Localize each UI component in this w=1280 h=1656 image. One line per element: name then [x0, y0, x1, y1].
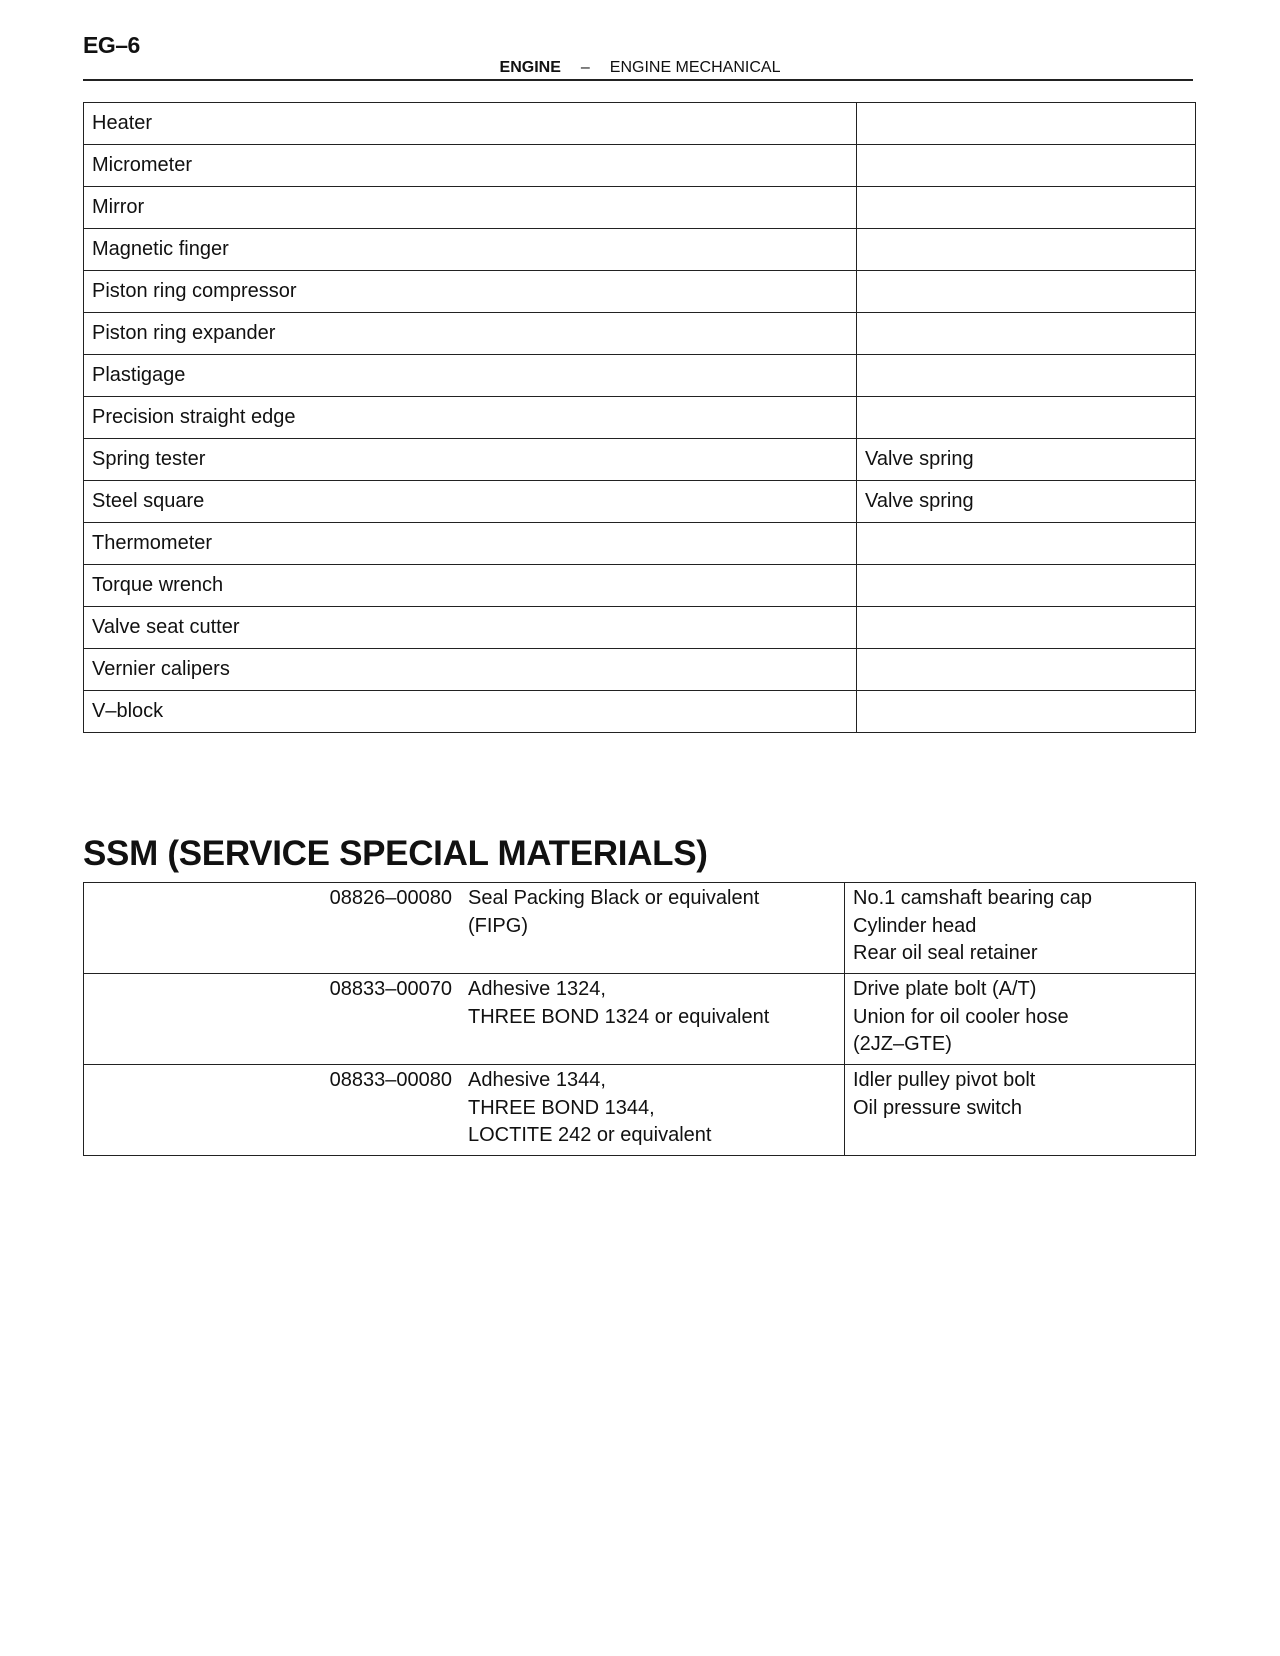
tool-use-cell: Valve spring [857, 481, 1196, 523]
material-line: THREE BOND 1344, [468, 1096, 655, 1119]
use-line: (2JZ–GTE) [853, 1033, 952, 1055]
header-rule [83, 79, 1193, 81]
tool-use-cell [857, 523, 1196, 565]
tool-name-cell: Micrometer [84, 145, 857, 187]
ssm-section-title: SSM (SERVICE SPECIAL MATERIALS) [83, 834, 708, 873]
header-separator: – [580, 59, 590, 76]
table-row [84, 1065, 1196, 1156]
section-name: ENGINE [499, 59, 561, 76]
material-cell [460, 883, 845, 974]
tools-table [83, 102, 1196, 733]
tool-name-cell: Torque wrench [84, 565, 857, 607]
tool-use-cell [857, 271, 1196, 313]
table-row [84, 883, 1196, 974]
table-row [84, 397, 1196, 439]
table-row [84, 565, 1196, 607]
material-cell [460, 974, 845, 1065]
tool-name-cell: Mirror [84, 187, 857, 229]
tool-use-cell [857, 313, 1196, 355]
use-cell [845, 1065, 1196, 1156]
table-row [84, 313, 1196, 355]
use-line: Idler pulley pivot bolt [853, 1069, 1036, 1091]
tool-use-cell [857, 145, 1196, 187]
tool-name-cell: Vernier calipers [84, 649, 857, 691]
tool-name-cell: Precision straight edge [84, 397, 857, 439]
tool-use-cell [857, 691, 1196, 733]
tool-use-cell [857, 187, 1196, 229]
tool-use-cell [857, 607, 1196, 649]
tool-name-cell: Magnetic finger [84, 229, 857, 271]
tool-name-cell: Spring tester [84, 439, 857, 481]
table-row [84, 187, 1196, 229]
table-row [84, 355, 1196, 397]
tool-use-cell: Valve spring [857, 439, 1196, 481]
tool-use-cell [857, 397, 1196, 439]
tool-use-cell [857, 355, 1196, 397]
table-row [84, 481, 1196, 523]
part-number-cell: 08826–00080 [84, 883, 461, 974]
table-row [84, 974, 1196, 1065]
use-cell [845, 883, 1196, 974]
use-line: Union for oil cooler hose [853, 1005, 1069, 1028]
tool-name-cell: Piston ring expander [84, 313, 857, 355]
table-row [84, 103, 1196, 145]
material-line: (FIPG) [468, 914, 528, 937]
material-line: Seal Packing Black or equivalent [468, 887, 760, 909]
material-line: THREE BOND 1324 or equivalent [468, 1005, 770, 1028]
tool-name-cell: Steel square [84, 481, 857, 523]
subsection-name: ENGINE MECHANICAL [609, 59, 781, 76]
table-row [84, 145, 1196, 187]
tool-use-cell [857, 565, 1196, 607]
table-row [84, 607, 1196, 649]
material-line: Adhesive 1344, [468, 1069, 606, 1091]
use-line: Rear oil seal retainer [853, 942, 1038, 964]
use-line: Oil pressure switch [853, 1096, 1022, 1119]
tool-use-cell [857, 229, 1196, 271]
tool-name-cell: Heater [84, 103, 857, 145]
table-row [84, 523, 1196, 565]
tool-use-cell [857, 103, 1196, 145]
tool-name-cell: Piston ring compressor [84, 271, 857, 313]
table-row [84, 439, 1196, 481]
use-cell [845, 974, 1196, 1065]
tool-name-cell: Valve seat cutter [84, 607, 857, 649]
material-cell [460, 1065, 845, 1156]
tool-use-cell [857, 649, 1196, 691]
tool-name-cell: V–block [84, 691, 857, 733]
ssm-table [83, 882, 1196, 1156]
part-number-cell: 08833–00070 [84, 974, 461, 1065]
running-header [0, 59, 1280, 77]
use-line: No.1 camshaft bearing cap [853, 887, 1093, 909]
table-row [84, 649, 1196, 691]
material-line: Adhesive 1324, [468, 978, 606, 1000]
page-number: EG–6 [83, 32, 140, 58]
table-row [84, 229, 1196, 271]
use-line: Cylinder head [853, 914, 977, 937]
use-line: Drive plate bolt (A/T) [853, 978, 1037, 1000]
material-line: LOCTITE 242 or equivalent [468, 1124, 712, 1146]
tool-name-cell: Plastigage [84, 355, 857, 397]
part-number-cell: 08833–00080 [84, 1065, 461, 1156]
tool-name-cell: Thermometer [84, 523, 857, 565]
table-row [84, 691, 1196, 733]
table-row [84, 271, 1196, 313]
